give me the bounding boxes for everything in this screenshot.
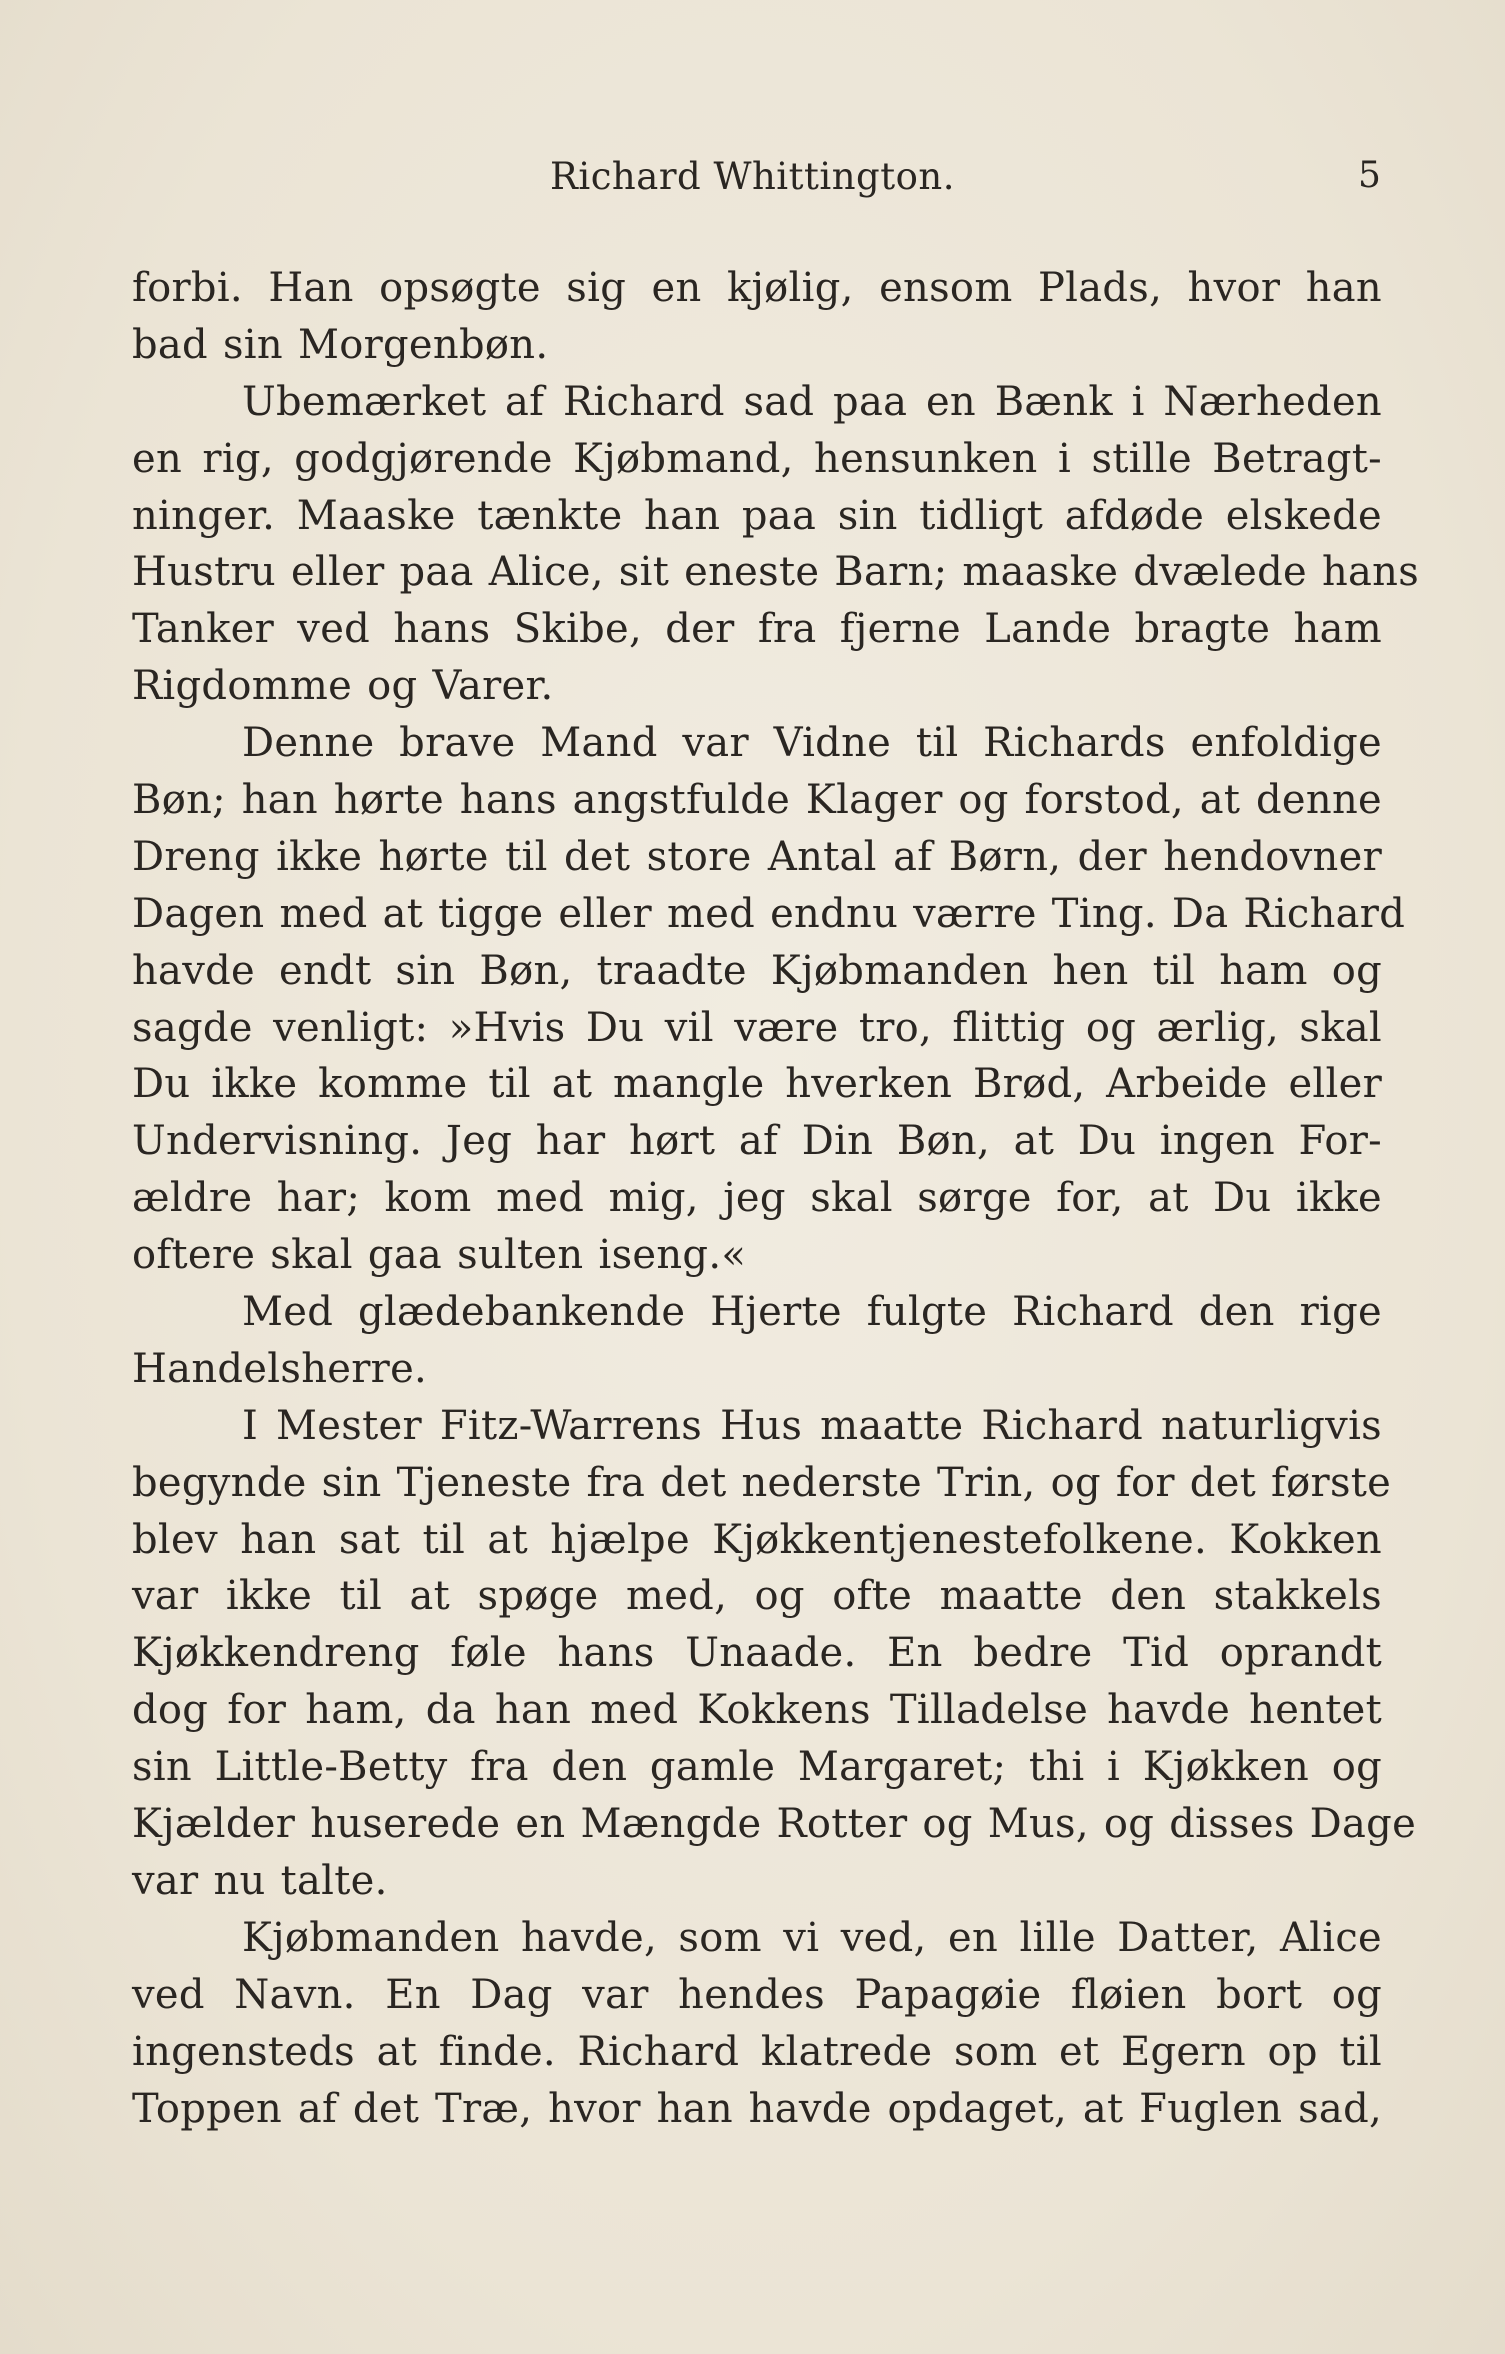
text-line: Handelsherre. — [132, 1345, 428, 1392]
text-line: bad sin Morgenbøn. — [132, 321, 549, 368]
page-number: 5 — [1358, 155, 1381, 196]
text-line: Dreng ikke hørte til det store Antal af Børn, der hendovner — [132, 833, 1382, 880]
text-line: blev han sat til at hjælpe Kjøkkentjenestefolkene. Kokken — [132, 1516, 1382, 1563]
body-text — [132, 260, 1420, 2137]
text-line: forbi. Han opsøgte sig en kjølig, ensom Plads, hvor han — [132, 265, 1382, 311]
text-line: en rig, godgjørende Kjøbmand, hensunken i stille Betragt- — [132, 435, 1382, 482]
text-line: Kjøbmanden havde, som vi ved, en lille Datter, Alice — [242, 1914, 1382, 1961]
text-line: Kjøkkendreng føle hans Unaade. En bedre Tid oprandt — [132, 1630, 1382, 1677]
text-line: var nu talte. — [132, 1857, 388, 1904]
text-line: oftere skal gaa sulten iseng.« — [132, 1232, 747, 1279]
text-line: Du ikke komme til at mangle hverken Brød, Arbeide eller — [132, 1061, 1382, 1108]
text-line: dog for ham, da han med Kokkens Tilladelse havde hentet — [132, 1687, 1382, 1734]
running-title: Richard Whittington. — [550, 155, 955, 198]
text-line: ingensteds at finde. Richard klatrede som et Egern op til — [132, 2028, 1382, 2075]
text-line: ældre har; kom med mig, jeg skal sørge for, at Du ikke — [132, 1175, 1382, 1222]
text-line: Tanker ved hans Skibe, der fra fjerne Lande bragte ham — [132, 606, 1382, 653]
text-line: Denne brave Mand var Vidne til Richards enfoldige — [242, 720, 1382, 767]
text-line: ninger. Maaske tænkte han paa sin tidligt afdøde elskede — [132, 492, 1382, 539]
text-line: Rigdomme og Varer. — [132, 663, 554, 710]
text-line: ved Navn. En Dag var hendes Papagøie fløien bort og — [132, 1971, 1382, 2018]
text-line: Med glædebankende Hjerte fulgte Richard den rige — [242, 1289, 1382, 1336]
text-line: I Mester Fitz-Warrens Hus maatte Richard naturligvis — [242, 1402, 1382, 1449]
text-line: havde endt sin Bøn, traadte Kjøbmanden hen til ham og — [132, 947, 1382, 994]
text-line: Bøn; han hørte hans angstfulde Klager og forstod, at denne — [132, 777, 1382, 824]
text-line: sin Little-Betty fra den gamle Margaret; thi i Kjøkken og — [132, 1744, 1382, 1791]
text-line: Kjælder huserede en Mængde Rotter og Mus, og disses Dage — [132, 1801, 1417, 1848]
running-header — [0, 155, 1505, 205]
text-line: Dagen med at tigge eller med endnu værre Ting. Da Richard — [132, 890, 1406, 937]
text-line: Undervisning. Jeg har hørt af Din Bøn, at Du ingen For- — [132, 1118, 1382, 1165]
text-line: var ikke til at spøge med, og ofte maatte den stakkels — [132, 1573, 1382, 1620]
text-line: begynde sin Tjeneste fra det nederste Trin, og for det første — [132, 1459, 1392, 1506]
text-line: Toppen af det Træ, hvor han havde opdaget, at Fuglen sad, — [132, 2085, 1382, 2132]
text-line: Ubemærket af Richard sad paa en Bænk i Nærheden — [242, 378, 1382, 425]
text-line: sagde venligt: »Hvis Du vil være tro, flittig og ærlig, skal — [132, 1004, 1382, 1051]
text-line: Hustru eller paa Alice, sit eneste Barn; maaske dvælede hans — [132, 549, 1420, 596]
